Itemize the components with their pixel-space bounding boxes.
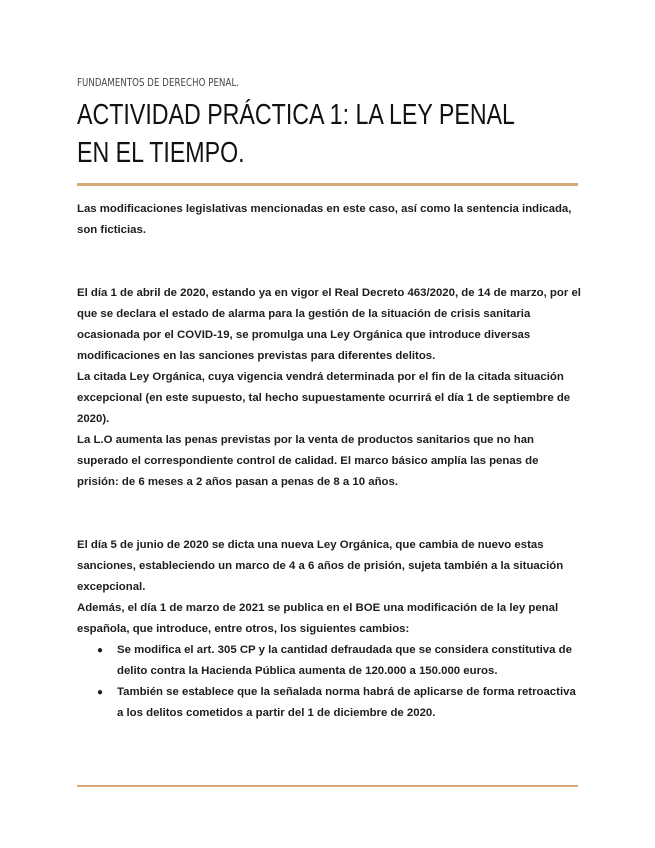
document-subtitle: FUNDAMENTOS DE DERECHO PENAL. (77, 76, 240, 89)
paragraph-1: El día 1 de abril de 2020, estando ya en vigor el Real Decreto 463/2020, de 14 de marzo, por el que se declara el estado de alarma para la gestión de la situación de crisis sanitaria ocasionada por el COVID-19, se promulga una Ley Orgánica que introduce diversas modificaciones en las sanciones previstas para diferentes delitos. (77, 287, 581, 362)
document-title: ACTIVIDAD PRÁCTICA 1: LA LEY PENAL EN EL TIEMPO. (77, 99, 515, 169)
header-divider (77, 183, 578, 186)
list-item-text: También se establece que la señalada norma habrá de aplicarse de forma retroactiva a los delitos cometidos a partir del 1 de diciembre de 2020. (117, 686, 576, 719)
spacer (77, 493, 582, 514)
spacer (77, 514, 582, 535)
document-body (77, 199, 582, 724)
bullet-icon: ● (97, 645, 104, 656)
list-item-text: Se modifica el art. 305 CP y la cantidad defraudada que se considera constitutiva de delito contra la Hacienda Pública aumenta de 120.000 a 150.000 euros. (117, 644, 572, 677)
paragraph-5: Además, el día 1 de marzo de 2021 se publica en el BOE una modificación de la ley penal española, que introduce, entre otros, los siguientes cambios: (77, 602, 559, 635)
footer-divider (77, 785, 578, 787)
list-item (97, 640, 582, 682)
paragraph-3: La L.O aumenta las penas previstas por la venta de productos sanitarios que no han superado el correspondiente control de calidad. El marco básico amplía las penas de prisión: de 6 meses a 2 años pasan a penas de 8 a 10 años. (77, 434, 539, 488)
paragraph-4: El día 5 de junio de 2020 se dicta una nueva Ley Orgánica, que cambia de nuevo estas sanciones, estableciendo un marco de 4 a 6 años de prisión, sujeta también a la situación excepcional. (77, 539, 564, 593)
bullet-icon: ● (97, 687, 104, 698)
spacer (77, 241, 582, 262)
list-item (97, 682, 582, 724)
changes-list (77, 640, 582, 724)
intro-paragraph: Las modificaciones legislativas mencionadas en este caso, así como la sentencia indicada, son ficticias. (77, 203, 572, 236)
spacer (77, 262, 582, 283)
paragraph-2: La citada Ley Orgánica, cuya vigencia vendrá determinada por el fin de la citada situación excepcional (en este supuesto, tal hecho supuestamente ocurrirá el día 1 de septiembre de 2020). (77, 371, 571, 425)
